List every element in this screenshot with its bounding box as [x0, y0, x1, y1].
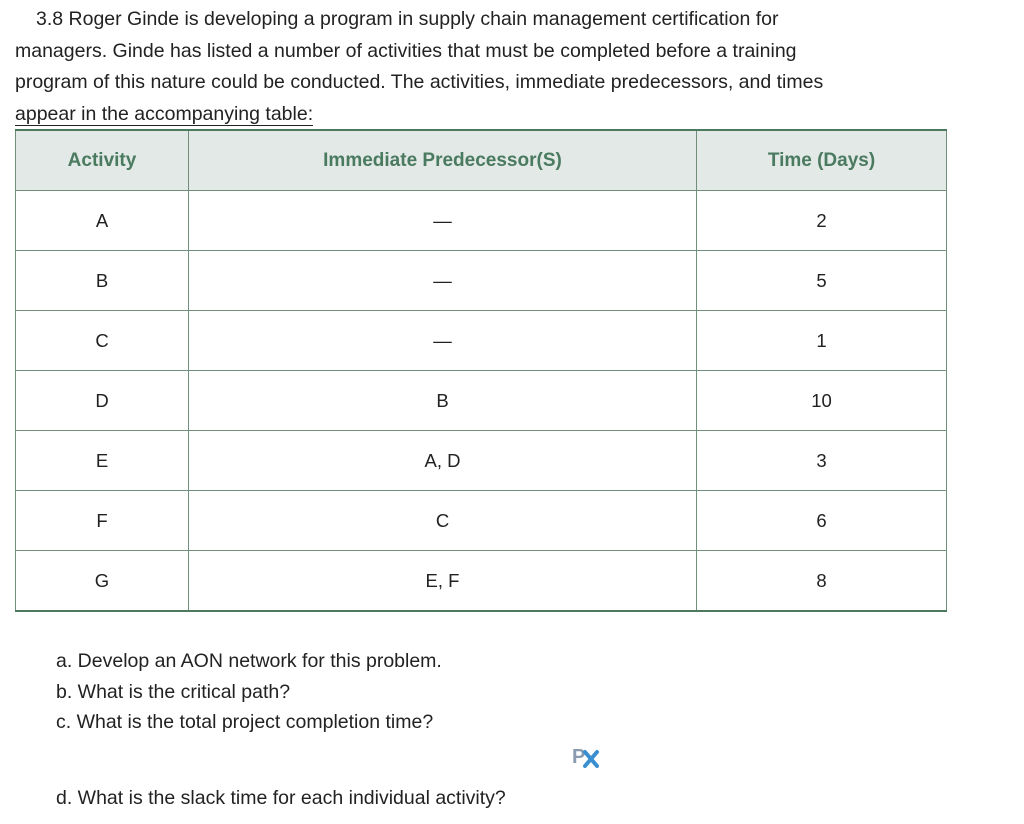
px-logo-p: P — [572, 746, 586, 768]
table-row — [16, 551, 947, 612]
problem-statement — [15, 4, 920, 130]
activity-table — [15, 129, 947, 612]
question-d: d. What is the slack time for each individual activity? — [56, 787, 506, 809]
table-row — [16, 251, 947, 311]
cell-time: 1 — [697, 311, 947, 371]
cell-time: 3 — [697, 431, 947, 491]
cell-predecessors: — — [189, 311, 697, 371]
table-header-row — [16, 130, 947, 191]
px-logo-x — [585, 752, 597, 766]
header-predecessors: Immediate Predecessor(S) — [189, 130, 697, 191]
table-row — [16, 431, 947, 491]
table-row — [16, 311, 947, 371]
cell-predecessors: B — [189, 371, 697, 431]
question-b: b. What is the critical path? — [56, 680, 291, 703]
questions-list — [56, 646, 442, 738]
cell-activity: D — [16, 371, 189, 431]
question-a: a. Develop an AON network for this problem. — [56, 650, 442, 672]
cell-activity: C — [16, 311, 189, 371]
cell-time: 10 — [697, 371, 947, 431]
cell-activity: B — [16, 251, 189, 311]
cell-time: 6 — [697, 491, 947, 551]
cell-predecessors: E, F — [189, 551, 697, 612]
problem-line-3: program of this nature could be conducted. The activities, immediate predecessors, and times — [15, 71, 824, 93]
problem-line-4 — [15, 99, 920, 131]
cell-activity: G — [16, 551, 189, 612]
cell-time: 5 — [697, 251, 947, 311]
cell-activity: F — [16, 491, 189, 551]
cell-time: 2 — [697, 191, 947, 251]
cell-activity: A — [16, 191, 189, 251]
table-row — [16, 371, 947, 431]
problem-line-4-text: appear in the accompanying table: — [15, 102, 314, 125]
cell-predecessors: — — [189, 191, 697, 251]
table-row — [16, 191, 947, 251]
problem-line-1: 3.8 Roger Ginde is developing a program in supply chain management certification for — [36, 8, 779, 30]
header-activity: Activity — [16, 130, 189, 191]
question-c: c. What is the total project completion time? — [56, 711, 434, 733]
cell-predecessors: A, D — [189, 431, 697, 491]
cell-time: 8 — [697, 551, 947, 612]
problem-line-2: managers. Ginde has listed a number of activities that must be completed before a training — [15, 39, 797, 62]
table-row — [16, 491, 947, 551]
cell-activity: E — [16, 431, 189, 491]
cell-predecessors: C — [189, 491, 697, 551]
header-time: Time (Days) — [697, 130, 947, 191]
cell-predecessors: — — [189, 251, 697, 311]
px-logo-icon — [571, 744, 609, 768]
